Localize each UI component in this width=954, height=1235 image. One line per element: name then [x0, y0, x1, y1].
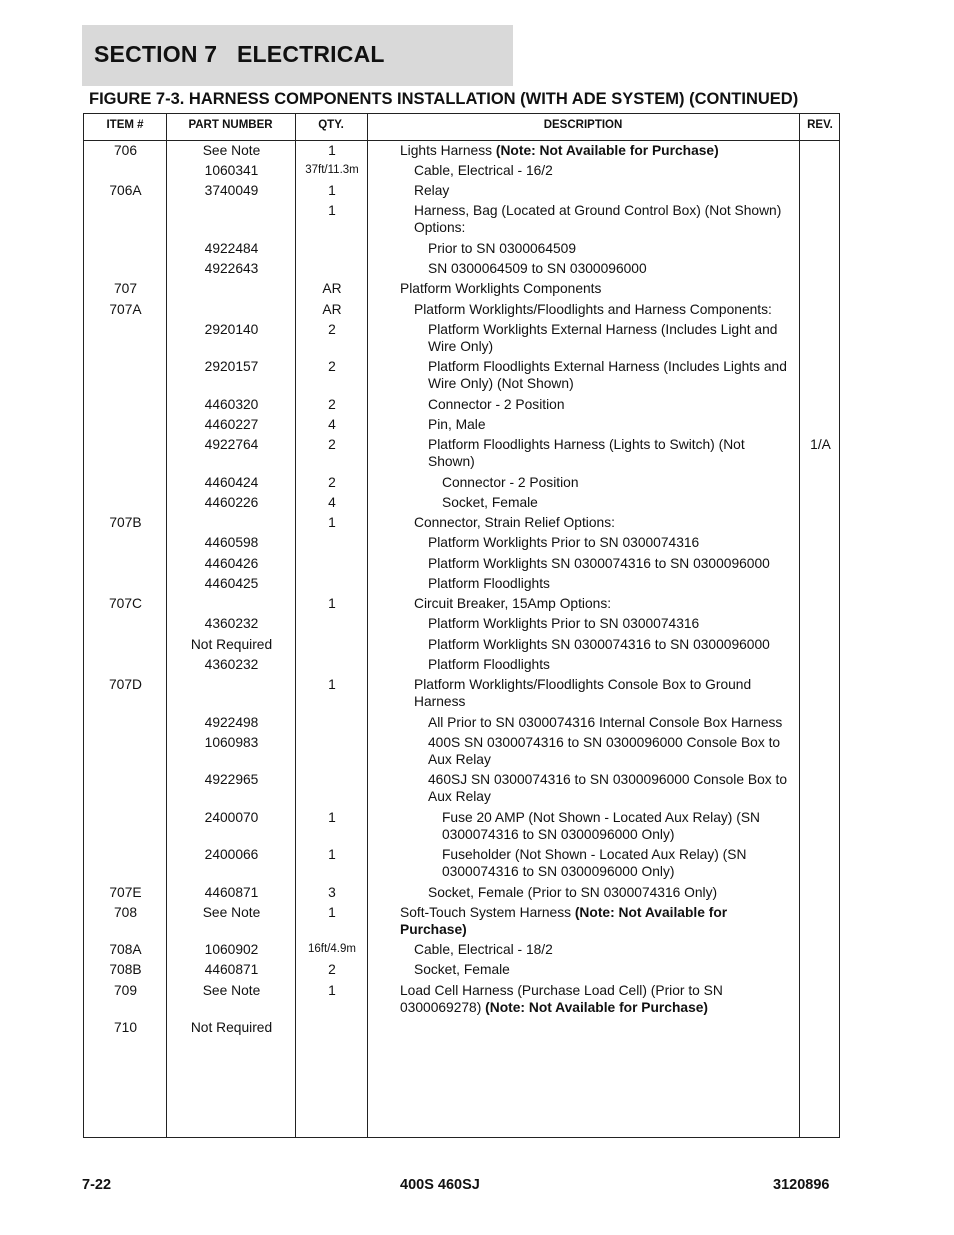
part-number: 4922498: [204, 715, 259, 730]
description-text: Fuseholder (Not Shown - Located Aux Relay) (SN 0300074316 to SN 0300096000 Only): [442, 847, 747, 879]
description-text: SN 0300064509 to SN 0300096000: [428, 261, 647, 276]
part-number: 4460598: [204, 535, 259, 550]
description: [414, 301, 794, 318]
description-text: Load Cell Harness (Purchase Load Cell) (Prior to SN 0300069278): [400, 983, 723, 1015]
description-text: Platform Worklights Prior to SN 0300074316: [428, 535, 700, 550]
part-number: 4460871: [204, 885, 259, 900]
description: [414, 941, 794, 958]
part-number: 4460426: [204, 556, 259, 571]
description-text: Connector - 2 Position: [428, 397, 565, 412]
part-number: 4922643: [204, 261, 259, 276]
description: [428, 555, 794, 572]
description: [428, 416, 794, 433]
description-text: Platform Worklights SN 0300074316 to SN 0300096000: [428, 637, 770, 652]
description-text: Socket, Female (Prior to SN 0300074316 Only): [428, 885, 718, 900]
purchase-note: (Note: Not Available for Purchase): [495, 143, 719, 158]
description-text: 460SJ SN 0300074316 to SN 0300096000 Console Box to Aux Relay: [428, 772, 787, 804]
col-header-rev: REV.: [807, 119, 833, 131]
item-number: 710: [113, 1020, 138, 1035]
quantity: AR: [322, 281, 342, 296]
description: [428, 240, 794, 257]
description: [414, 595, 794, 612]
description: [428, 358, 794, 392]
part-number: 2920140: [204, 322, 259, 337]
part-number: 4922764: [204, 437, 259, 452]
description-text: Lights Harness: [400, 143, 496, 158]
description-text: Platform Floodlights: [428, 657, 550, 672]
section-title: SECTION 7 ELECTRICAL: [94, 41, 385, 67]
description-text: Harness, Bag (Located at Ground Control Box) (Not Shown) Options:: [414, 203, 782, 235]
description: [428, 615, 794, 632]
description: [442, 494, 794, 511]
quantity: 1: [328, 143, 336, 158]
description-text: Connector, Strain Relief Options:: [414, 515, 615, 530]
description: [400, 982, 794, 1016]
description: [414, 162, 794, 179]
description: [428, 321, 794, 355]
description: [428, 436, 794, 470]
description: [442, 846, 794, 880]
quantity: 1: [328, 810, 336, 825]
quantity: 1: [328, 983, 336, 998]
item-number: 707C: [109, 596, 142, 611]
part-number: See Note: [202, 143, 261, 158]
description: [414, 961, 794, 978]
part-number: 1060983: [204, 735, 259, 750]
part-number: 4922484: [204, 241, 259, 256]
description: [414, 202, 794, 236]
description-text: Circuit Breaker, 15Amp Options:: [414, 596, 612, 611]
part-number: 4360232: [204, 657, 259, 672]
quantity: 1: [328, 183, 336, 198]
model-name: 400S 460SJ: [400, 1177, 480, 1193]
item-number: 708B: [109, 962, 142, 977]
item-number: 708A: [109, 942, 142, 957]
quantity: 16ft/4.9m: [308, 943, 356, 955]
description: [414, 182, 794, 199]
quantity: 4: [328, 495, 336, 510]
item-number: 707B: [109, 515, 142, 530]
description: [414, 676, 794, 710]
part-number: 4460424: [204, 475, 259, 490]
description-text: Platform Worklights External Harness (Includes Light and Wire Only): [428, 322, 778, 354]
part-number: 4460227: [204, 417, 259, 432]
description: [428, 656, 794, 673]
part-number: Not Required: [190, 1020, 273, 1035]
description-text: Platform Worklights Prior to SN 0300074316: [428, 616, 700, 631]
quantity: 1: [328, 677, 336, 692]
description-text: Platform Floodlights External Harness (Includes Lights and Wire Only) (Not Shown): [428, 359, 787, 391]
description: [428, 575, 794, 592]
description: [414, 514, 794, 531]
description-text: Fuse 20 AMP (Not Shown - Located Aux Relay) (SN 0300074316 to SN 0300096000 Only): [442, 810, 760, 842]
item-number: 709: [113, 983, 138, 998]
part-number: 4460226: [204, 495, 259, 510]
part-number: 4460871: [204, 962, 259, 977]
description: [428, 771, 794, 805]
part-number: 1060341: [204, 163, 259, 178]
part-number: 4460425: [204, 576, 259, 591]
quantity: 1: [328, 515, 336, 530]
description-text: Relay: [414, 183, 450, 198]
part-number: Not Required: [190, 637, 273, 652]
quantity: 2: [328, 359, 336, 374]
quantity: 2: [328, 437, 336, 452]
description-text: Cable, Electrical - 18/2: [414, 942, 553, 957]
item-number: 706A: [109, 183, 142, 198]
description-text: Platform Worklights SN 0300074316 to SN 0300096000: [428, 556, 770, 571]
description-text: 400S SN 0300074316 to SN 0300096000 Console Box to Aux Relay: [428, 735, 781, 767]
description-text: Pin, Male: [428, 417, 486, 432]
quantity: 1: [328, 203, 336, 218]
part-number: 4922965: [204, 772, 259, 787]
description-text: Soft-Touch System Harness: [400, 905, 575, 920]
part-number: 2920157: [204, 359, 259, 374]
quantity: 2: [328, 397, 336, 412]
item-number: 707A: [109, 302, 142, 317]
description: [428, 884, 794, 901]
description-text: All Prior to SN 0300074316 Internal Console Box Harness: [428, 715, 783, 730]
description-text: Platform Worklights/Floodlights Console Box to Ground Harness: [414, 677, 752, 709]
description: [400, 280, 794, 297]
part-number: 2400066: [204, 847, 259, 862]
quantity: 2: [328, 475, 336, 490]
document-number: 3120896: [773, 1177, 830, 1193]
description-text: Connector - 2 Position: [442, 475, 579, 490]
col-header-part-number: PART NUMBER: [188, 119, 273, 131]
description: [428, 260, 794, 277]
part-number: See Note: [202, 983, 261, 998]
item-number: 707D: [109, 677, 142, 692]
part-number: 2400070: [204, 810, 259, 825]
description-text: Platform Worklights/Floodlights and Harness Components:: [414, 302, 772, 317]
description: [428, 714, 794, 731]
header-divider: [84, 140, 839, 141]
description: [400, 142, 794, 159]
parts-table: [83, 113, 840, 1138]
item-number: 707: [113, 281, 138, 296]
part-number: 4460320: [204, 397, 259, 412]
quantity: 2: [328, 322, 336, 337]
purchase-note: (Note: Not Available for Purchase): [400, 905, 728, 937]
item-number: 706: [113, 143, 138, 158]
description: [428, 534, 794, 551]
description-text: Socket, Female: [442, 495, 538, 510]
figure-title: FIGURE 7-3. HARNESS COMPONENTS INSTALLATION (WITH ADE SYSTEM) (CONTINUED): [89, 90, 799, 108]
description-text: Platform Worklights Components: [400, 281, 602, 296]
part-number: 1060902: [204, 942, 259, 957]
description: [428, 636, 794, 653]
item-number: 708: [113, 905, 138, 920]
col-header-description: DESCRIPTION: [543, 119, 623, 131]
description: [428, 396, 794, 413]
col-header-qty: QTY.: [318, 119, 344, 131]
quantity: 1: [328, 596, 336, 611]
quantity: 4: [328, 417, 336, 432]
column-divider: [799, 114, 800, 1137]
description-text: Cable, Electrical - 16/2: [414, 163, 553, 178]
item-number: 707E: [109, 885, 142, 900]
description: [442, 474, 794, 491]
description-text: Prior to SN 0300064509: [428, 241, 577, 256]
quantity: 2: [328, 962, 336, 977]
description-text: Socket, Female: [414, 962, 510, 977]
description-text: Platform Floodlights: [428, 576, 550, 591]
description-text: Platform Floodlights Harness (Lights to Switch) (Not Shown): [428, 437, 745, 469]
description: [428, 734, 794, 768]
description: [442, 809, 794, 843]
part-number: See Note: [202, 905, 261, 920]
purchase-note: (Note: Not Available for Purchase): [485, 1000, 709, 1015]
quantity: 37ft/11.3m: [305, 164, 359, 176]
quantity: 1: [328, 905, 336, 920]
quantity: 1: [328, 847, 336, 862]
col-header-item: ITEM #: [106, 119, 144, 131]
description: [400, 904, 794, 938]
part-number: 3740049: [204, 183, 259, 198]
page-number: 7-22: [82, 1177, 112, 1193]
part-number: 4360232: [204, 616, 259, 631]
quantity: AR: [322, 302, 342, 317]
revision: 1/A: [810, 437, 831, 452]
quantity: 3: [328, 885, 336, 900]
